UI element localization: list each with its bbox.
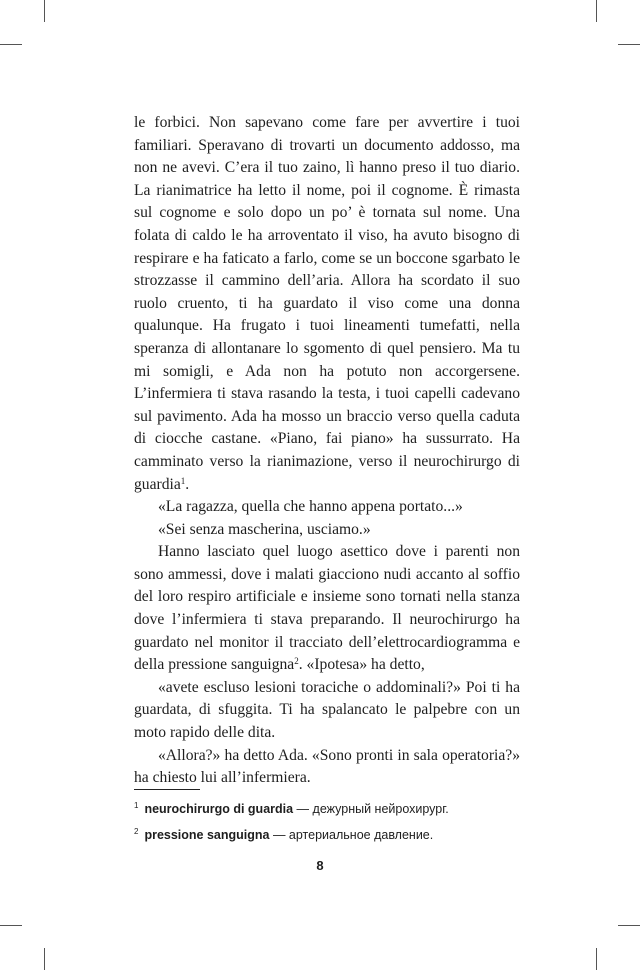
- paragraph: [134, 677, 520, 745]
- paragraph: [134, 519, 520, 542]
- crop-mark: [618, 925, 640, 926]
- crop-mark: [0, 44, 22, 45]
- footnote-number: 2: [134, 827, 139, 836]
- paragraph: [134, 541, 520, 677]
- paragraph-text: «La ragazza, quella che hanno appena portato...»: [158, 498, 463, 516]
- paragraph-text: «Sei senza mascherina, usciamo.»: [158, 520, 371, 538]
- body-text: [134, 112, 520, 790]
- crop-mark: [596, 948, 597, 970]
- paragraph-text: le forbici. Non sapevano come fare per avvertire i tuoi familiari. Speravano di trovarti un documento addosso, ma non ne avevi. C’era il tuo zaino, lì hanno preso il tuo diario. La rianimatrice ha letto il nome, poi il cognome. È rimasta sul cognome e solo dopo un po’ è tornata sul nome. Una folata di caldo le ha arroventato il viso, ha avuto bisogno di respirare e ha faticato a farlo, come se un boccone sgarbato le strozzasse il cammino dell’aria. Allora ha scordato il suo ruolo cruento, ti ha guardato il viso come una donna qualunque. Ha frugato i tuoi lineamenti tumefatti, nella speranza di allontanare lo sgomento di quel pensiero. Ma tu mi somigli, e Ada non ha potuto non accorgersene. L’infermiera ti stava rasando la testa, i tuoi capelli cadevano sul pavimento. Ada ha mosso un braccio verso quella caduta di ciocche castane. «Piano, fai piano» ha sussurrato. Ha camminato verso la rianimazione, verso il neurochirurgo di guardia: [134, 114, 520, 493]
- footnote-translation: — дежурный нейрохирург.: [293, 802, 449, 816]
- paragraph-text: «Allora?» ha detto Ada. «Sono pronti in sala operatoria?» ha chiesto lui all’infermiera.: [134, 746, 520, 787]
- crop-mark: [44, 0, 45, 22]
- footnote-term: pressione sanguigna: [144, 828, 270, 842]
- paragraph-text: .: [185, 475, 190, 493]
- paragraph: [134, 496, 520, 519]
- crop-mark: [44, 948, 45, 970]
- crop-mark: [596, 0, 597, 22]
- paragraph: [134, 745, 520, 790]
- paragraph: [134, 112, 520, 496]
- footnote-divider: [134, 789, 200, 790]
- footnote-ref: 1: [180, 475, 186, 486]
- footnotes: [134, 796, 520, 848]
- crop-mark: [618, 44, 640, 45]
- crop-mark: [0, 925, 22, 926]
- footnote-term: neurochirurgo di guardia: [144, 802, 294, 816]
- footnote-2: [134, 822, 520, 848]
- paragraph-text: Hanno lasciato quel luogo asettico dove i parenti non sono ammessi, dove i malati giacciono nudi accanto al soffio del loro respiro artificiale e insieme sono tornati nella stanza dove l’infermiera ti stava preparando. Il neurochirurgo ha guardato nel monitor il tracciato dell’elettrocardiogramma e della pressione sanguigna: [134, 543, 520, 674]
- footnote-translation: — артериальное давление.: [269, 828, 434, 842]
- footnote-number: 1: [134, 801, 139, 810]
- paragraph-text: «avete escluso lesioni toraciche o addominali?» Poi ti ha guardata, di sfuggita. Ti ha spalancato le palpebre con un moto rapido delle dita.: [134, 678, 520, 742]
- footnote-1: [134, 796, 520, 822]
- paragraph-text: . «Ipotesa» ha detto,: [298, 656, 425, 674]
- page-number: 8: [316, 858, 324, 873]
- footnote-ref: 2: [294, 656, 299, 667]
